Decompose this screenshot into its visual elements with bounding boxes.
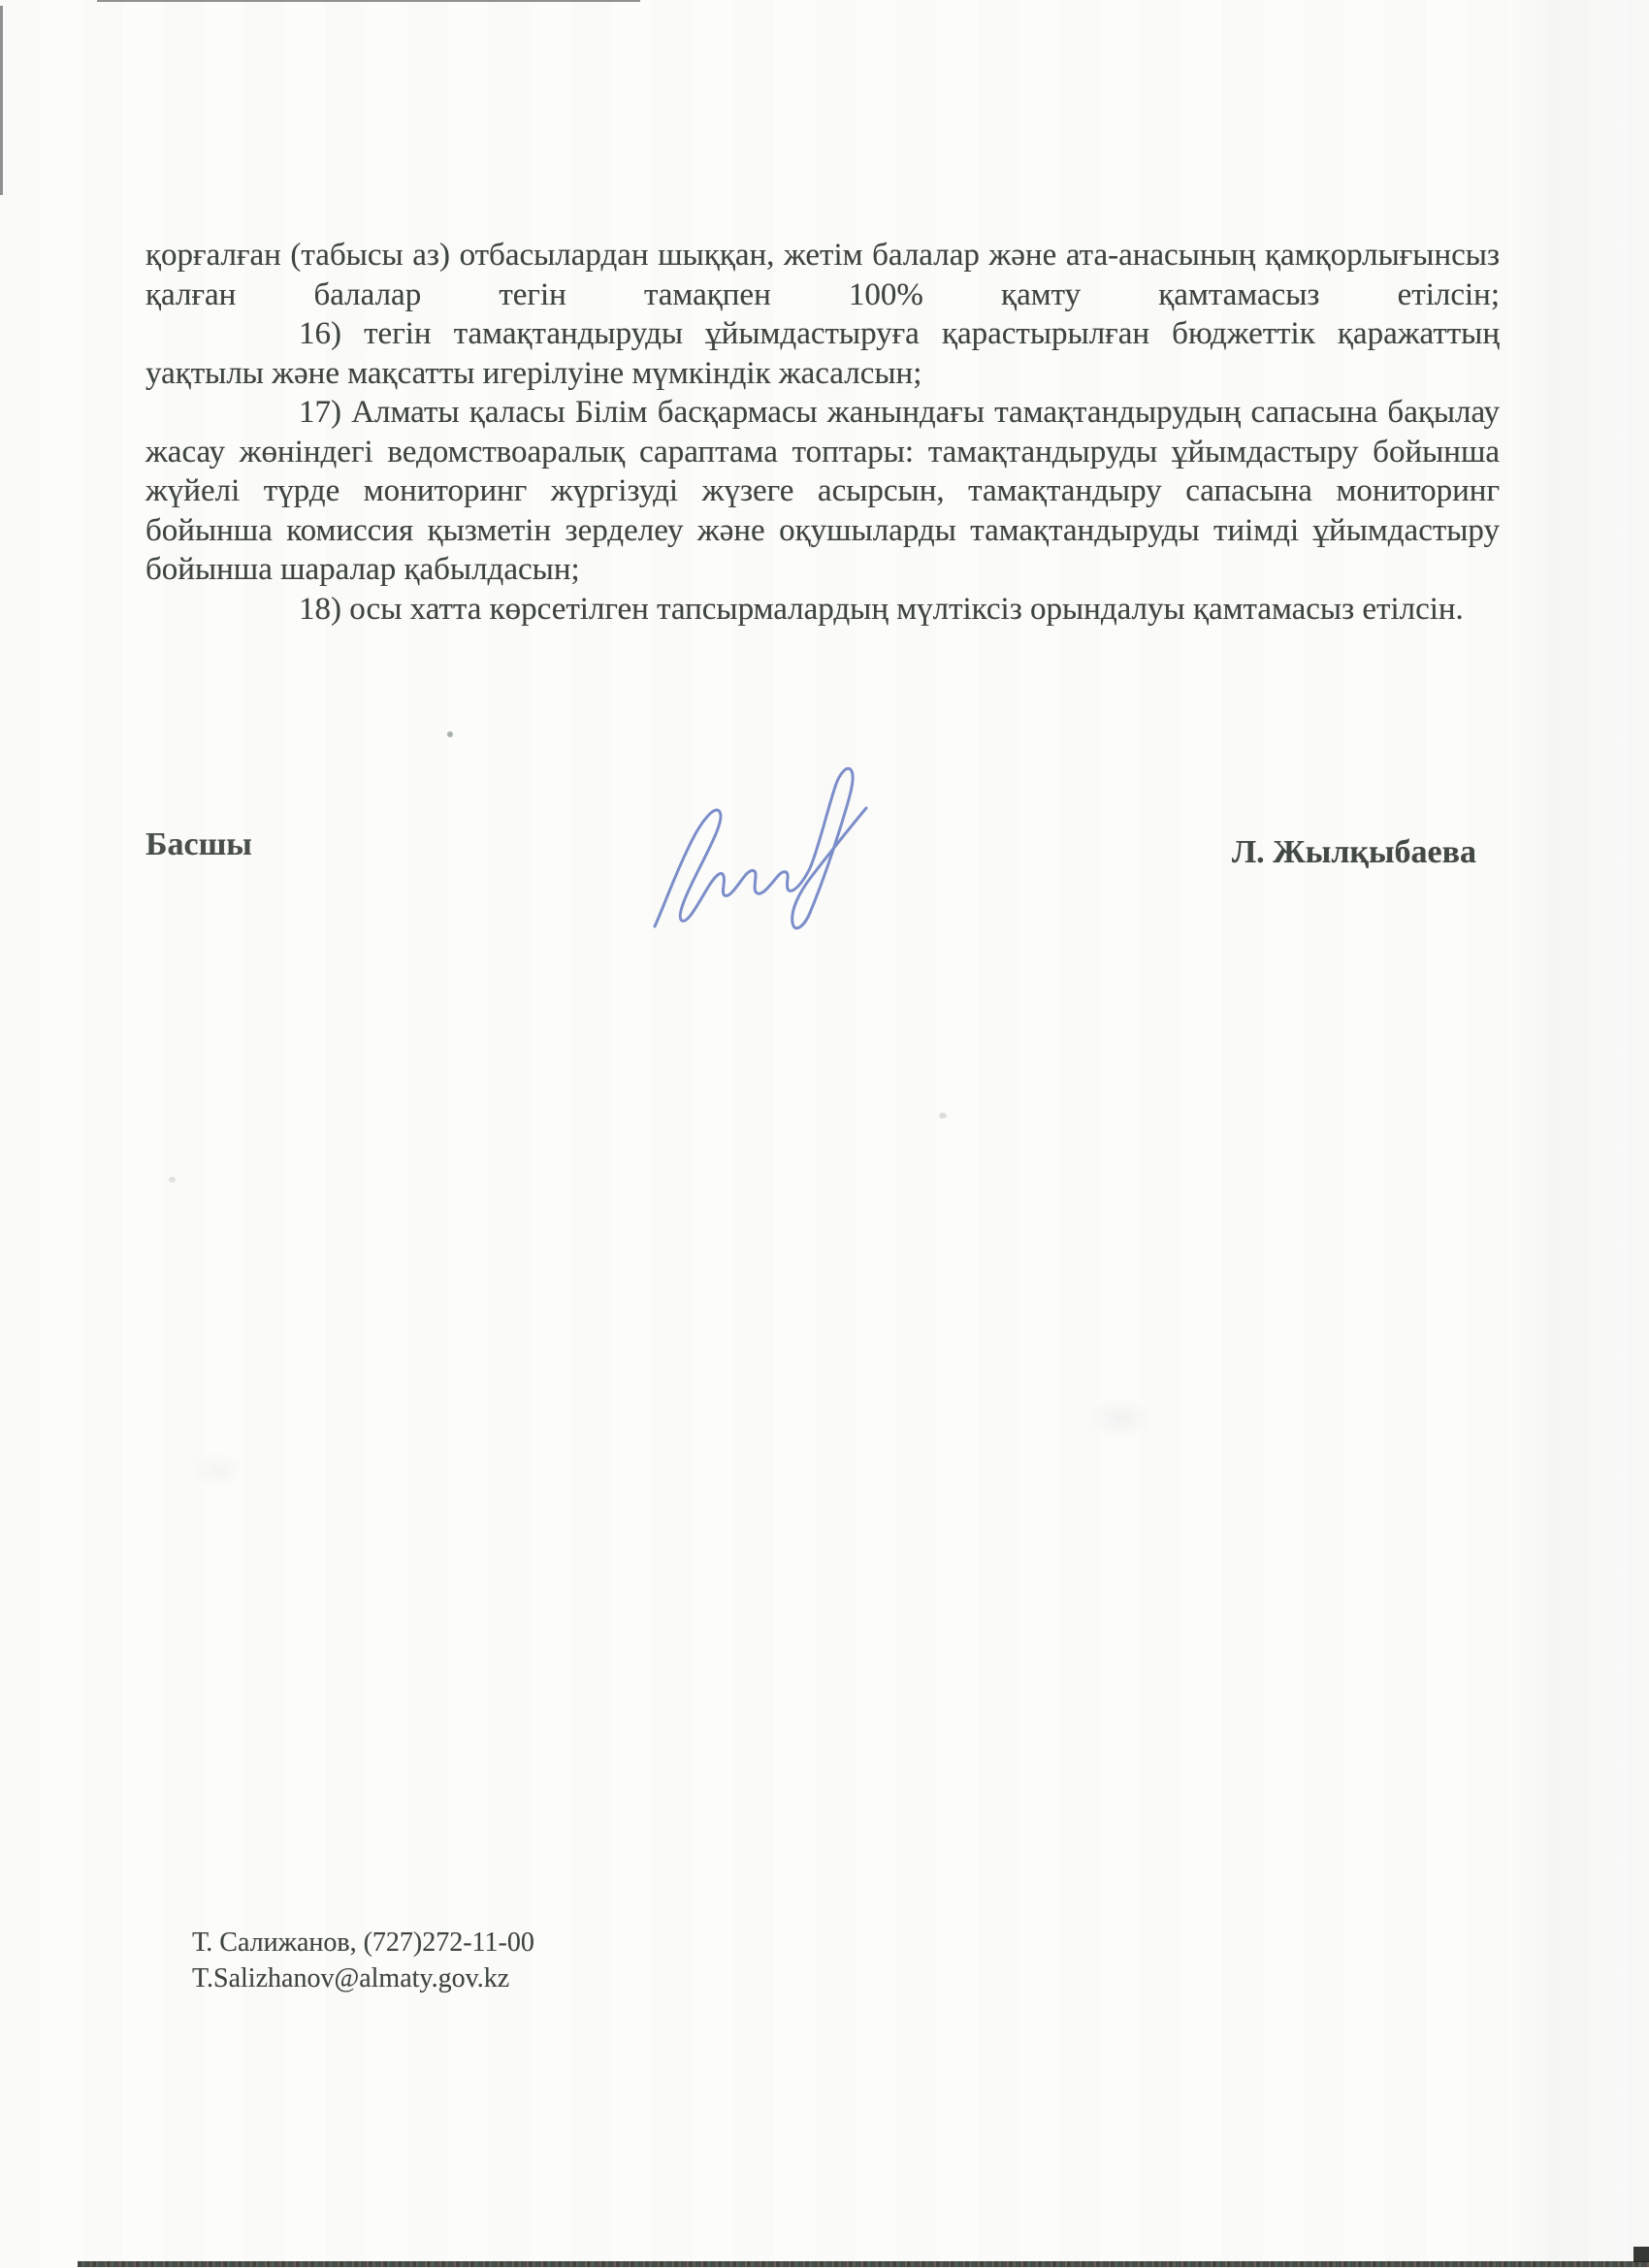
signer-name: Л. Жылқыбаева bbox=[1231, 834, 1476, 870]
scan-speck bbox=[447, 731, 453, 737]
letter-body bbox=[146, 236, 1500, 629]
handwritten-signature-icon bbox=[626, 760, 883, 939]
executor-name-phone: Т. Салижанов, (727)272-11-00 bbox=[192, 1928, 534, 1958]
scan-edge-left bbox=[0, 6, 3, 195]
scan-speck bbox=[169, 1177, 176, 1183]
signature-block bbox=[146, 823, 1476, 939]
scan-edge-bottom bbox=[78, 2261, 1649, 2267]
paragraph-item-18: 18) осы хатта көрсетілген тапсырмалардың мүлтіксіз орындалуы қамтамасыз етілсін. bbox=[299, 591, 1464, 627]
executor-contact-block bbox=[192, 1925, 534, 1996]
scan-edge-top bbox=[97, 0, 640, 2]
paragraph-item-16: 16) тегін тамақтандыруды ұйымдастыруға қарастырылған бюджеттік қаражаттың уақтылы және мақсатты игерілуіне мүмкіндік жасалсын; bbox=[146, 316, 1500, 391]
scan-smudge bbox=[1086, 1397, 1154, 1440]
scan-speck bbox=[939, 1113, 947, 1118]
paragraph-continuation: қорғалған (табысы аз) отбасылардан шыққан, жетім балалар және ата-анасының қамқорлығынсыз қалған балалар тегін тамақпен 100% қамту қамтамасыз етілсін; bbox=[146, 238, 1500, 312]
paragraph-item-17: 17) Алматы қаласы Білім басқармасы жанындағы тамақтандырудың сапасына бақылау жасау жөніндегі ведомствоаралық сараптама топтары: тамақтандыруды ұйымдастыру бойынша жүйелі түрде мониторинг жүргізуді жүзеге асырсын, тамақтандыру сапасына мониторинг бойынша комиссия қызметін зерделеу және оқушыларды тамақтандыруды тиімді ұйымдастыру бойынша шаралар қабылдасын; bbox=[146, 395, 1500, 587]
signer-role-label: Басшы bbox=[146, 826, 252, 862]
scan-edge-corner bbox=[1633, 2247, 1649, 2262]
executor-email: T.Salizhanov@almaty.gov.kz bbox=[192, 1963, 510, 1993]
scan-smudge bbox=[190, 1451, 244, 1490]
